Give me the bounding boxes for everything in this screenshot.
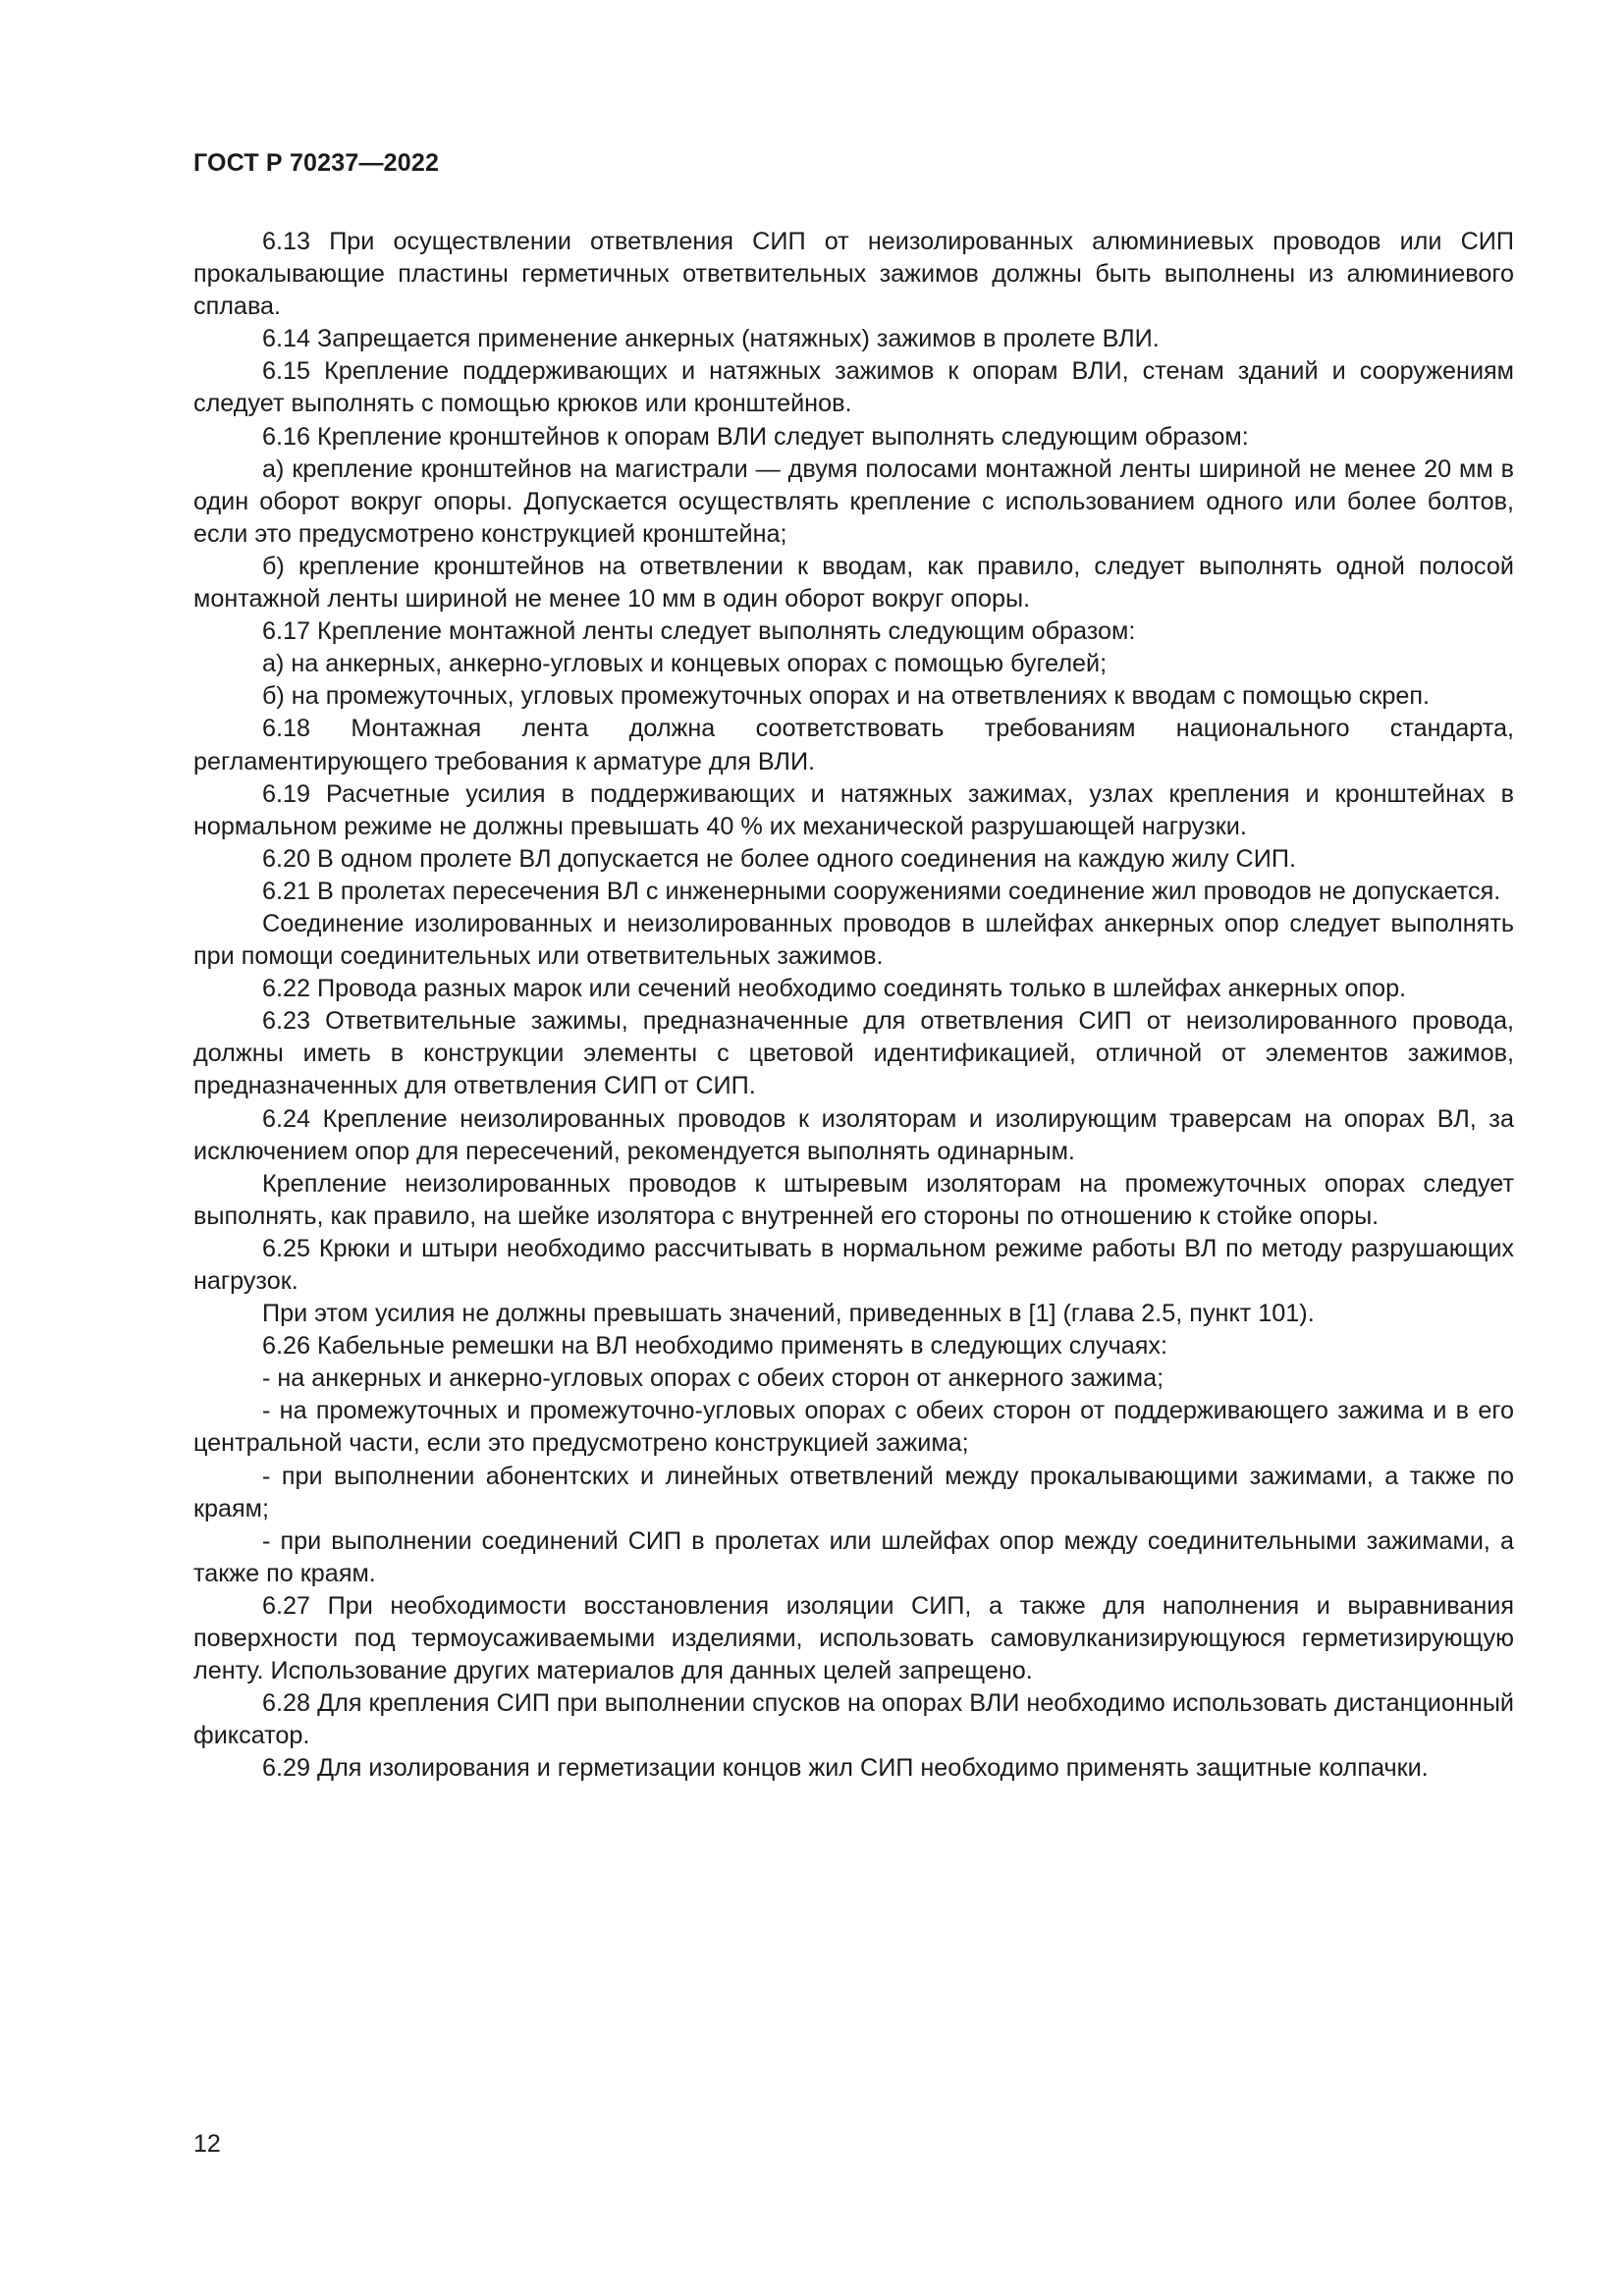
paragraph-6-16-b: б) крепление кронштейнов на ответвлении к вводам, как правило, следует выполнять одной полосой монтажной ленты шириной не менее 10 мм в один оборот вокруг опоры. [193, 552, 1514, 614]
paragraph-6-26-item-2: - на промежуточных и промежуточно-угловых опорах с обеих сторон от поддерживающего зажима и в его центральной части, если это предусмотрено конструкцией зажима; [193, 1397, 1514, 1458]
paragraph-6-25: 6.25 Крюки и штыри необходимо рассчитывать в нормальном режиме работы ВЛ по методу разрушающих нагрузок. [193, 1234, 1514, 1295]
paragraph-6-13: 6.13 При осуществлении ответвления СИП от неизолированных алюминиевых проводов или СИП прокалывающие пластины герметичных ответвительных зажимов должны быть выполнены из алюминиевого сплава. [193, 228, 1514, 321]
paragraph-6-16-a: а) крепление кронштейнов на магистрали — двумя полосами монтажной ленты шириной не менее 20 мм в один оборот вокруг опоры. Допускается осуществлять крепление с использованием одного или более болтов, если это предусмотрено конструкцией кронштейна; [193, 454, 1514, 548]
paragraph-6-20: 6.20 В одном пролете ВЛ допускается не более одного соединения на каждую жилу СИП. [262, 844, 1296, 873]
paragraph-6-22: 6.22 Провода разных марок или сечений необходимо соединять только в шлейфах анкерных опор. [262, 975, 1407, 1003]
paragraph-6-18: 6.18 Монтажная лента должна соответствовать требованиям национального стандарта, регламентирующего требования к арматуре для ВЛИ. [193, 715, 1514, 775]
paragraph-6-26-item-4: - при выполнении соединений СИП в пролетах или шлейфах опор между соединительными зажимами, а также по краям. [193, 1526, 1514, 1587]
document-header: ГОСТ Р 70237—2022 [193, 149, 440, 177]
paragraph-6-23: 6.23 Ответвительные зажимы, предназначенные для ответвления СИП от неизолированного провода, должны иметь в конструкции элементы с цветовой идентификацией, отличной от элементов зажимов, предназначенных для ответвления СИП от СИП. [193, 1007, 1514, 1100]
paragraph-6-28: 6.28 Для крепления СИП при выполнении спусков на опорах ВЛИ необходимо использовать дистанционный фиксатор. [193, 1689, 1514, 1750]
paragraph-6-21: 6.21 В пролетах пересечения ВЛ с инженерными сооружениями соединение жил проводов не допускается. [262, 877, 1501, 905]
paragraph-6-17-a: а) на анкерных, анкерно-угловых и концевых опорах с помощью бугелей; [262, 650, 1108, 678]
paragraph-6-21-cont: Соединение изолированных и неизолированных проводов в шлейфах анкерных опор следует выполнять при помощи соединительных или ответвительных зажимов. [193, 909, 1514, 971]
page-number: 12 [193, 2130, 221, 2158]
paragraph-6-17: 6.17 Крепление монтажной ленты следует выполнять следующим образом: [262, 617, 1136, 646]
paragraph-6-27: 6.27 При необходимости восстановления изоляции СИП, а также для наполнения и выравнивания поверхности под термоусаживаемыми изделиями, использовать самовулканизирующуюся герметизирующую ленту. Использование других материалов для данных целей запрещено. [193, 1591, 1514, 1685]
paragraph-6-24: 6.24 Крепление неизолированных проводов к изоляторам и изолирующим траверсам на опорах ВЛ, за исключением опор для пересечений, рекомендуется выполнять одинарным. [193, 1104, 1514, 1165]
paragraph-6-26-item-1: - на анкерных и анкерно-угловых опорах с обеих сторон от анкерного зажима; [262, 1364, 1164, 1393]
paragraph-6-14: 6.14 Запрещается применение анкерных (натяжных) зажимов в пролете ВЛИ. [262, 325, 1160, 353]
paragraph-6-15: 6.15 Крепление поддерживающих и натяжных зажимов к опорам ВЛИ, стенам зданий и сооружениям следует выполнять с помощью крюков или кронштейнов. [193, 357, 1514, 418]
paragraph-6-17-b: б) на промежуточных, угловых промежуточных опорах и на ответвлениях к вводам с помощью скреп. [262, 682, 1431, 711]
paragraph-6-25-cont: При этом усилия не должны превышать значений, приведенных в [1] (глава 2.5, пункт 101). [262, 1300, 1315, 1328]
paragraph-6-29: 6.29 Для изолирования и герметизации концов жил СИП необходимо применять защитные колпачки. [262, 1754, 1429, 1783]
paragraph-6-16: 6.16 Крепление кронштейнов к опорам ВЛИ следует выполнять следующим образом: [262, 422, 1249, 451]
document-body [193, 226, 1514, 1786]
paragraph-6-26: 6.26 Кабельные ремешки на ВЛ необходимо применять в следующих случаях: [262, 1332, 1167, 1361]
paragraph-6-26-item-3: - при выполнении абонентских и линейных ответвлений между прокалывающими зажимами, а также по краям; [193, 1462, 1514, 1522]
paragraph-6-24-cont: Крепление неизолированных проводов к штыревым изоляторам на промежуточных опорах следует выполнять, как правило, на шейке изолятора с внутренней его стороны по отношению к стойке опоры. [193, 1169, 1514, 1230]
paragraph-6-19: 6.19 Расчетные усилия в поддерживающих и натяжных зажимах, узлах крепления и кронштейнах в нормальном режиме не должны превышать 40 % их механической разрушающей нагрузки. [193, 779, 1514, 840]
